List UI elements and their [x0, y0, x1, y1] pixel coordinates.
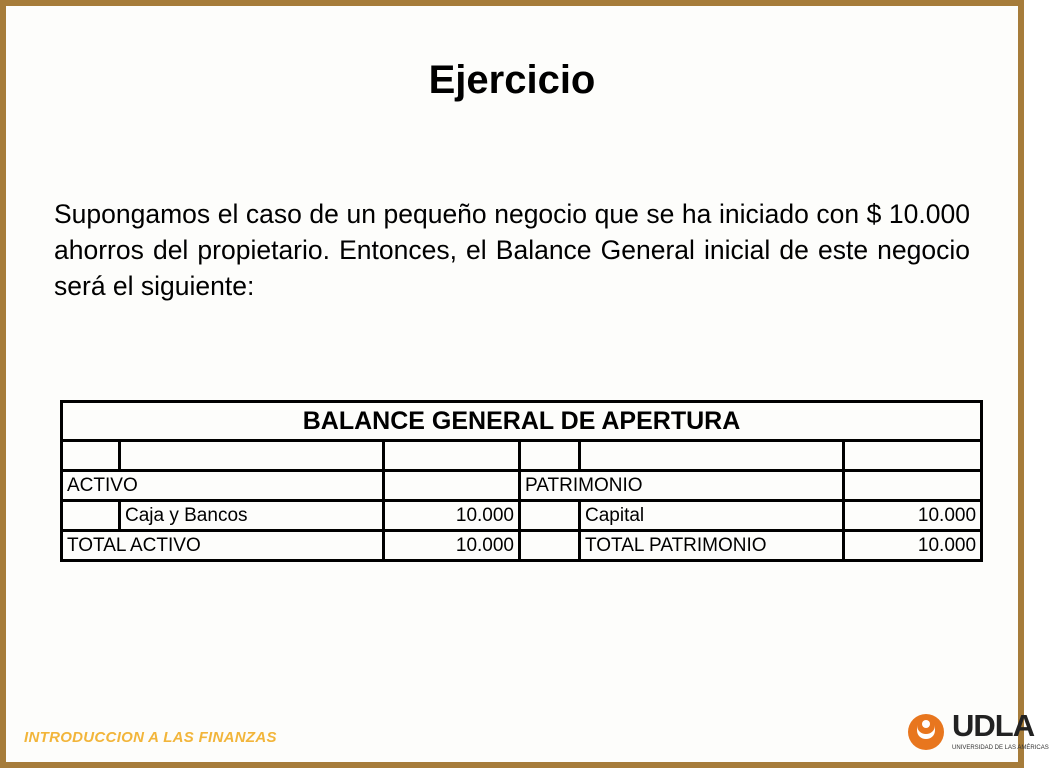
total-patrimonio-label: TOTAL PATRIMONIO [580, 531, 844, 561]
patrimonio-item-value: 10.000 [844, 501, 982, 531]
total-activo-label: TOTAL ACTIVO [62, 531, 384, 561]
empty-cell [62, 441, 120, 471]
empty-cell [384, 441, 520, 471]
table-row [62, 501, 982, 531]
logo-wordmark: UDLA [952, 708, 1035, 743]
udla-logo-mark-icon [906, 711, 946, 751]
table-total-row [62, 531, 982, 561]
activo-item-label: Caja y Bancos [120, 501, 384, 531]
udla-logo [906, 707, 1049, 757]
footer-course-title: INTRODUCCION A LAS FINANZAS [24, 729, 277, 746]
total-patrimonio-value: 10.000 [844, 531, 982, 561]
table-title-row [62, 402, 982, 441]
table-empty-row [62, 441, 982, 471]
total-activo-value: 10.000 [384, 531, 520, 561]
empty-cell [844, 441, 982, 471]
empty-cell [844, 471, 982, 501]
balance-table [60, 400, 983, 562]
empty-cell [62, 501, 120, 531]
activo-item-value: 10.000 [384, 501, 520, 531]
empty-cell [580, 441, 844, 471]
empty-cell [520, 501, 580, 531]
empty-cell [384, 471, 520, 501]
empty-cell [520, 531, 580, 561]
patrimonio-header: PATRIMONIO [520, 471, 844, 501]
activo-header: ACTIVO [62, 471, 384, 501]
logo-tagline: UNIVERSIDAD DE LAS AMÉRICAS [952, 745, 1049, 751]
empty-cell [120, 441, 384, 471]
intro-paragraph: Supongamos el caso de un pequeño negocio que se ha iniciado con $ 10.000 ahorros del propietario. Entonces, el Balance General inicial de este negocio será el siguiente: [54, 199, 970, 301]
slide-title: Ejercicio [428, 58, 596, 102]
empty-cell [520, 441, 580, 471]
table-section-row [62, 471, 982, 501]
balance-title: BALANCE GENERAL DE APERTURA [62, 402, 982, 441]
patrimonio-item-label: Capital [580, 501, 844, 531]
